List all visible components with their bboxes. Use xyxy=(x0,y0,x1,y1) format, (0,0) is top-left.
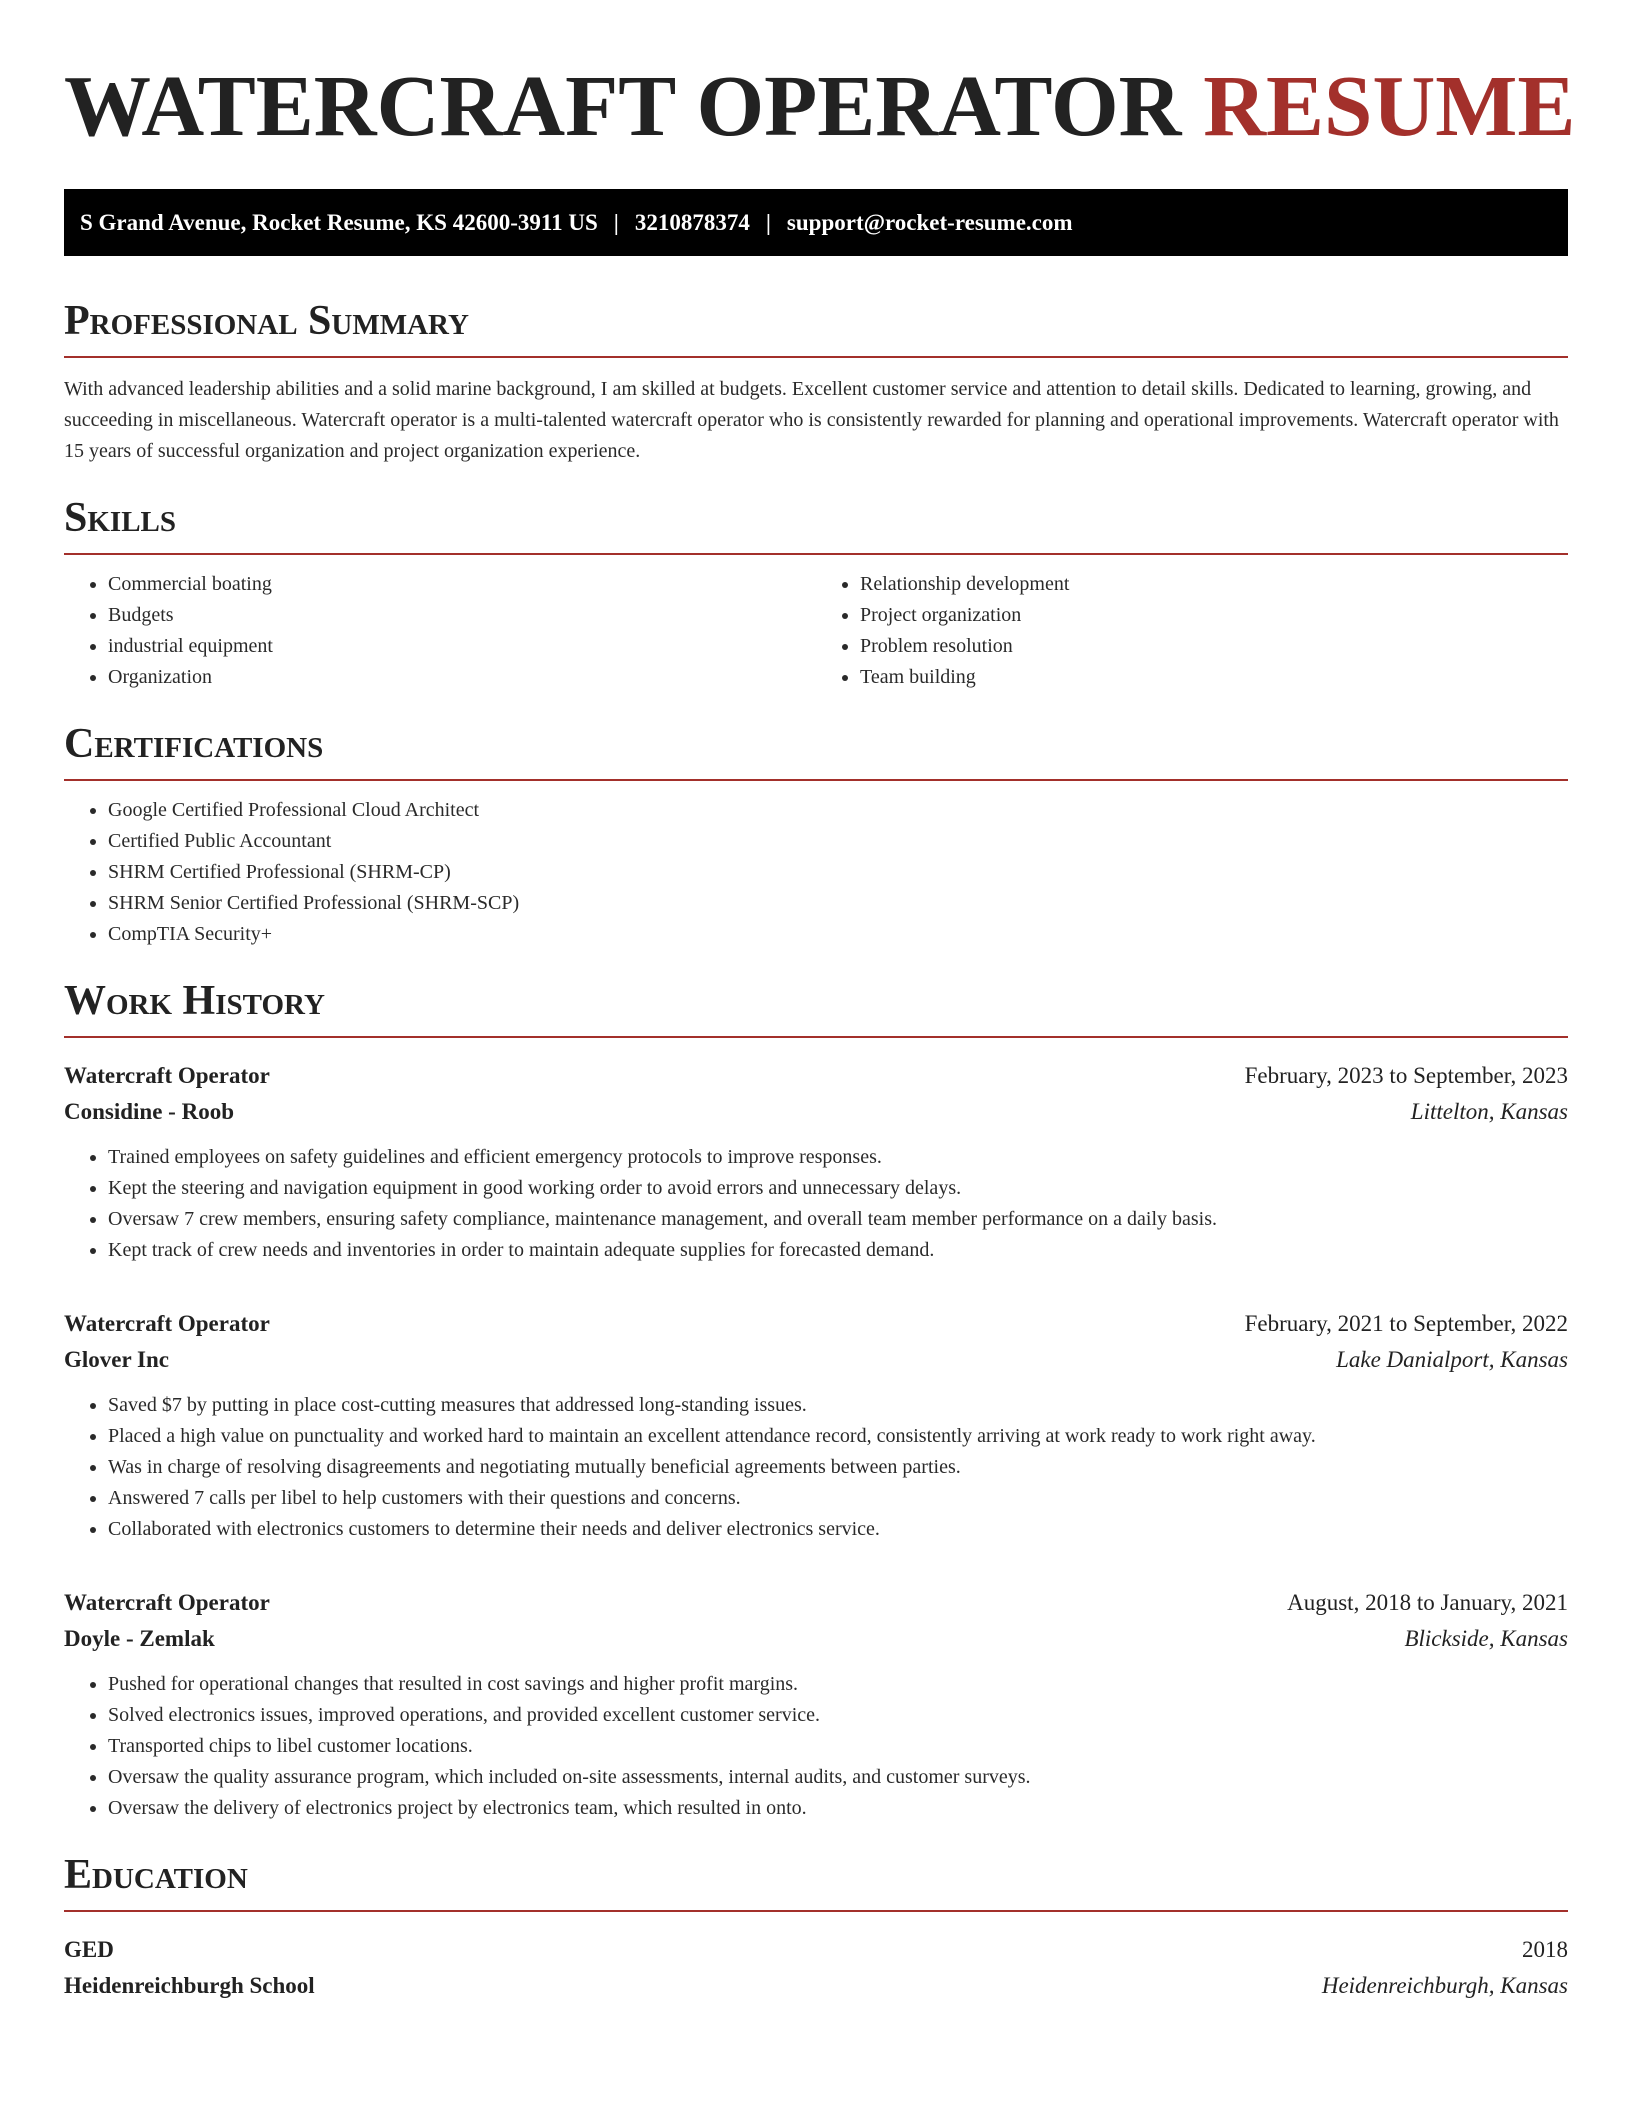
education-year: 2018 xyxy=(1522,1937,1568,1962)
job-bullet: • Pushed for operational changes that resulted in cost savings and higher profit margins. xyxy=(108,1669,1568,1700)
skills-list-left xyxy=(64,569,816,693)
resume-title xyxy=(64,57,1576,154)
certification-item: • Google Certified Professional Cloud Architect xyxy=(108,795,1568,826)
title-accent: RESUME xyxy=(1203,57,1576,154)
job-bullets xyxy=(64,1142,1568,1266)
skill-item: • Budgets xyxy=(108,600,816,631)
certifications-section xyxy=(64,723,1568,950)
job-title: Watercraft Operator xyxy=(64,1311,270,1336)
job-location: Littelton, Kansas xyxy=(1410,1099,1568,1124)
job-company: Considine - Roob xyxy=(64,1099,234,1124)
job-company: Doyle - Zemlak xyxy=(64,1626,215,1651)
contact-email: support@rocket-resume.com xyxy=(786,209,1073,235)
skills-list-right xyxy=(816,569,1568,693)
certification-item: • SHRM Senior Certified Professional (SHRM-SCP) xyxy=(108,888,1568,919)
job-bullet: • Collaborated with electronics customers to determine their needs and deliver electronics service. xyxy=(108,1514,1568,1545)
job-bullets xyxy=(64,1390,1568,1545)
job-company: Glover Inc xyxy=(64,1347,169,1372)
education-school: Heidenreichburgh School xyxy=(64,1973,315,1998)
skills-heading: Skills xyxy=(64,497,1568,555)
job-entry xyxy=(64,1058,1568,1266)
skills-grid xyxy=(64,555,1568,693)
job-title: Watercraft Operator xyxy=(64,1590,270,1615)
skill-item: • Relationship development xyxy=(860,569,1568,600)
job-bullet: • Trained employees on safety guidelines and efficient emergency protocols to improve responses. xyxy=(108,1142,1568,1173)
job-bullet: • Was in charge of resolving disagreements and negotiating mutually beneficial agreements between parties. xyxy=(108,1452,1568,1483)
job-bullet: • Kept the steering and navigation equipment in good working order to avoid errors and unnecessary delays. xyxy=(108,1173,1568,1204)
skill-item: • Team building xyxy=(860,662,1568,693)
job-bullet: • Solved electronics issues, improved operations, and provided excellent customer service. xyxy=(108,1700,1568,1731)
contact-phone: 3210878374 xyxy=(634,209,750,235)
education-entry xyxy=(64,1932,1568,2004)
job-dates: August, 2018 to January, 2021 xyxy=(1287,1590,1568,1615)
certifications-list xyxy=(64,795,1568,950)
job-location: Blickside, Kansas xyxy=(1404,1626,1568,1651)
job-bullet: • Placed a high value on punctuality and worked hard to maintain an excellent attendance record, consistently arriving at work ready to work right away. xyxy=(108,1421,1568,1452)
contact-bar xyxy=(64,189,1568,256)
job-dates: February, 2021 to September, 2022 xyxy=(1244,1311,1568,1336)
skill-item: • Project organization xyxy=(860,600,1568,631)
skill-item: • Problem resolution xyxy=(860,631,1568,662)
work-history-heading: Work History xyxy=(64,980,1568,1038)
skill-item: • industrial equipment xyxy=(108,631,816,662)
job-entry xyxy=(64,1306,1568,1545)
certifications-heading: Certifications xyxy=(64,723,1568,781)
job-bullet: • Saved $7 by putting in place cost-cutting measures that addressed long-standing issues. xyxy=(108,1390,1568,1421)
skill-item: • Commercial boating xyxy=(108,569,816,600)
job-title: Watercraft Operator xyxy=(64,1063,270,1088)
skill-item: • Organization xyxy=(108,662,816,693)
education-section xyxy=(64,1854,1568,2004)
contact-separator: | xyxy=(613,209,619,235)
job-bullet: • Answered 7 calls per libel to help customers with their questions and concerns. xyxy=(108,1483,1568,1514)
job-bullet: • Kept track of crew needs and inventories in order to maintain adequate supplies for forecasted demand. xyxy=(108,1235,1568,1266)
skills-section xyxy=(64,497,1568,693)
certification-item: • SHRM Certified Professional (SHRM-CP) xyxy=(108,857,1568,888)
contact-separator: | xyxy=(765,209,771,235)
education-location: Heidenreichburgh, Kansas xyxy=(1321,1973,1568,1998)
job-bullet: • Oversaw 7 crew members, ensuring safety compliance, maintenance management, and overall team member performance on a daily basis. xyxy=(108,1204,1568,1235)
summary-heading: Professional Summary xyxy=(64,300,1568,358)
job-entry xyxy=(64,1585,1568,1824)
job-bullets xyxy=(64,1669,1568,1824)
job-bullet: • Transported chips to libel customer locations. xyxy=(108,1731,1568,1762)
education-heading: Education xyxy=(64,1854,1568,1912)
job-bullet: • Oversaw the delivery of electronics project by electronics team, which resulted in onto. xyxy=(108,1793,1568,1824)
job-location: Lake Danialport, Kansas xyxy=(1336,1347,1568,1372)
contact-address: S Grand Avenue, Rocket Resume, KS 42600-3911 US xyxy=(80,209,598,235)
certification-item: • CompTIA Security+ xyxy=(108,919,1568,950)
summary-section xyxy=(64,300,1568,467)
certification-item: • Certified Public Accountant xyxy=(108,826,1568,857)
title-main: WATERCRAFT OPERATOR xyxy=(64,57,1182,154)
work-history-section xyxy=(64,980,1568,1824)
job-dates: February, 2023 to September, 2023 xyxy=(1244,1063,1568,1088)
education-degree: GED xyxy=(64,1937,114,1962)
job-bullet: • Oversaw the quality assurance program, which included on-site assessments, internal audits, and customer surveys. xyxy=(108,1762,1568,1793)
summary-text: With advanced leadership abilities and a solid marine background, I am skilled at budgets. Excellent customer service and attention to detail skills. Dedicated to learning, growing, and succeeding in miscellaneous. Watercraft operator is a multi-talented watercraft operator who is consistently rewarded for planning and operational improvements. Watercraft operator with 15 years of successful organization and project organization experience. xyxy=(64,378,1559,462)
